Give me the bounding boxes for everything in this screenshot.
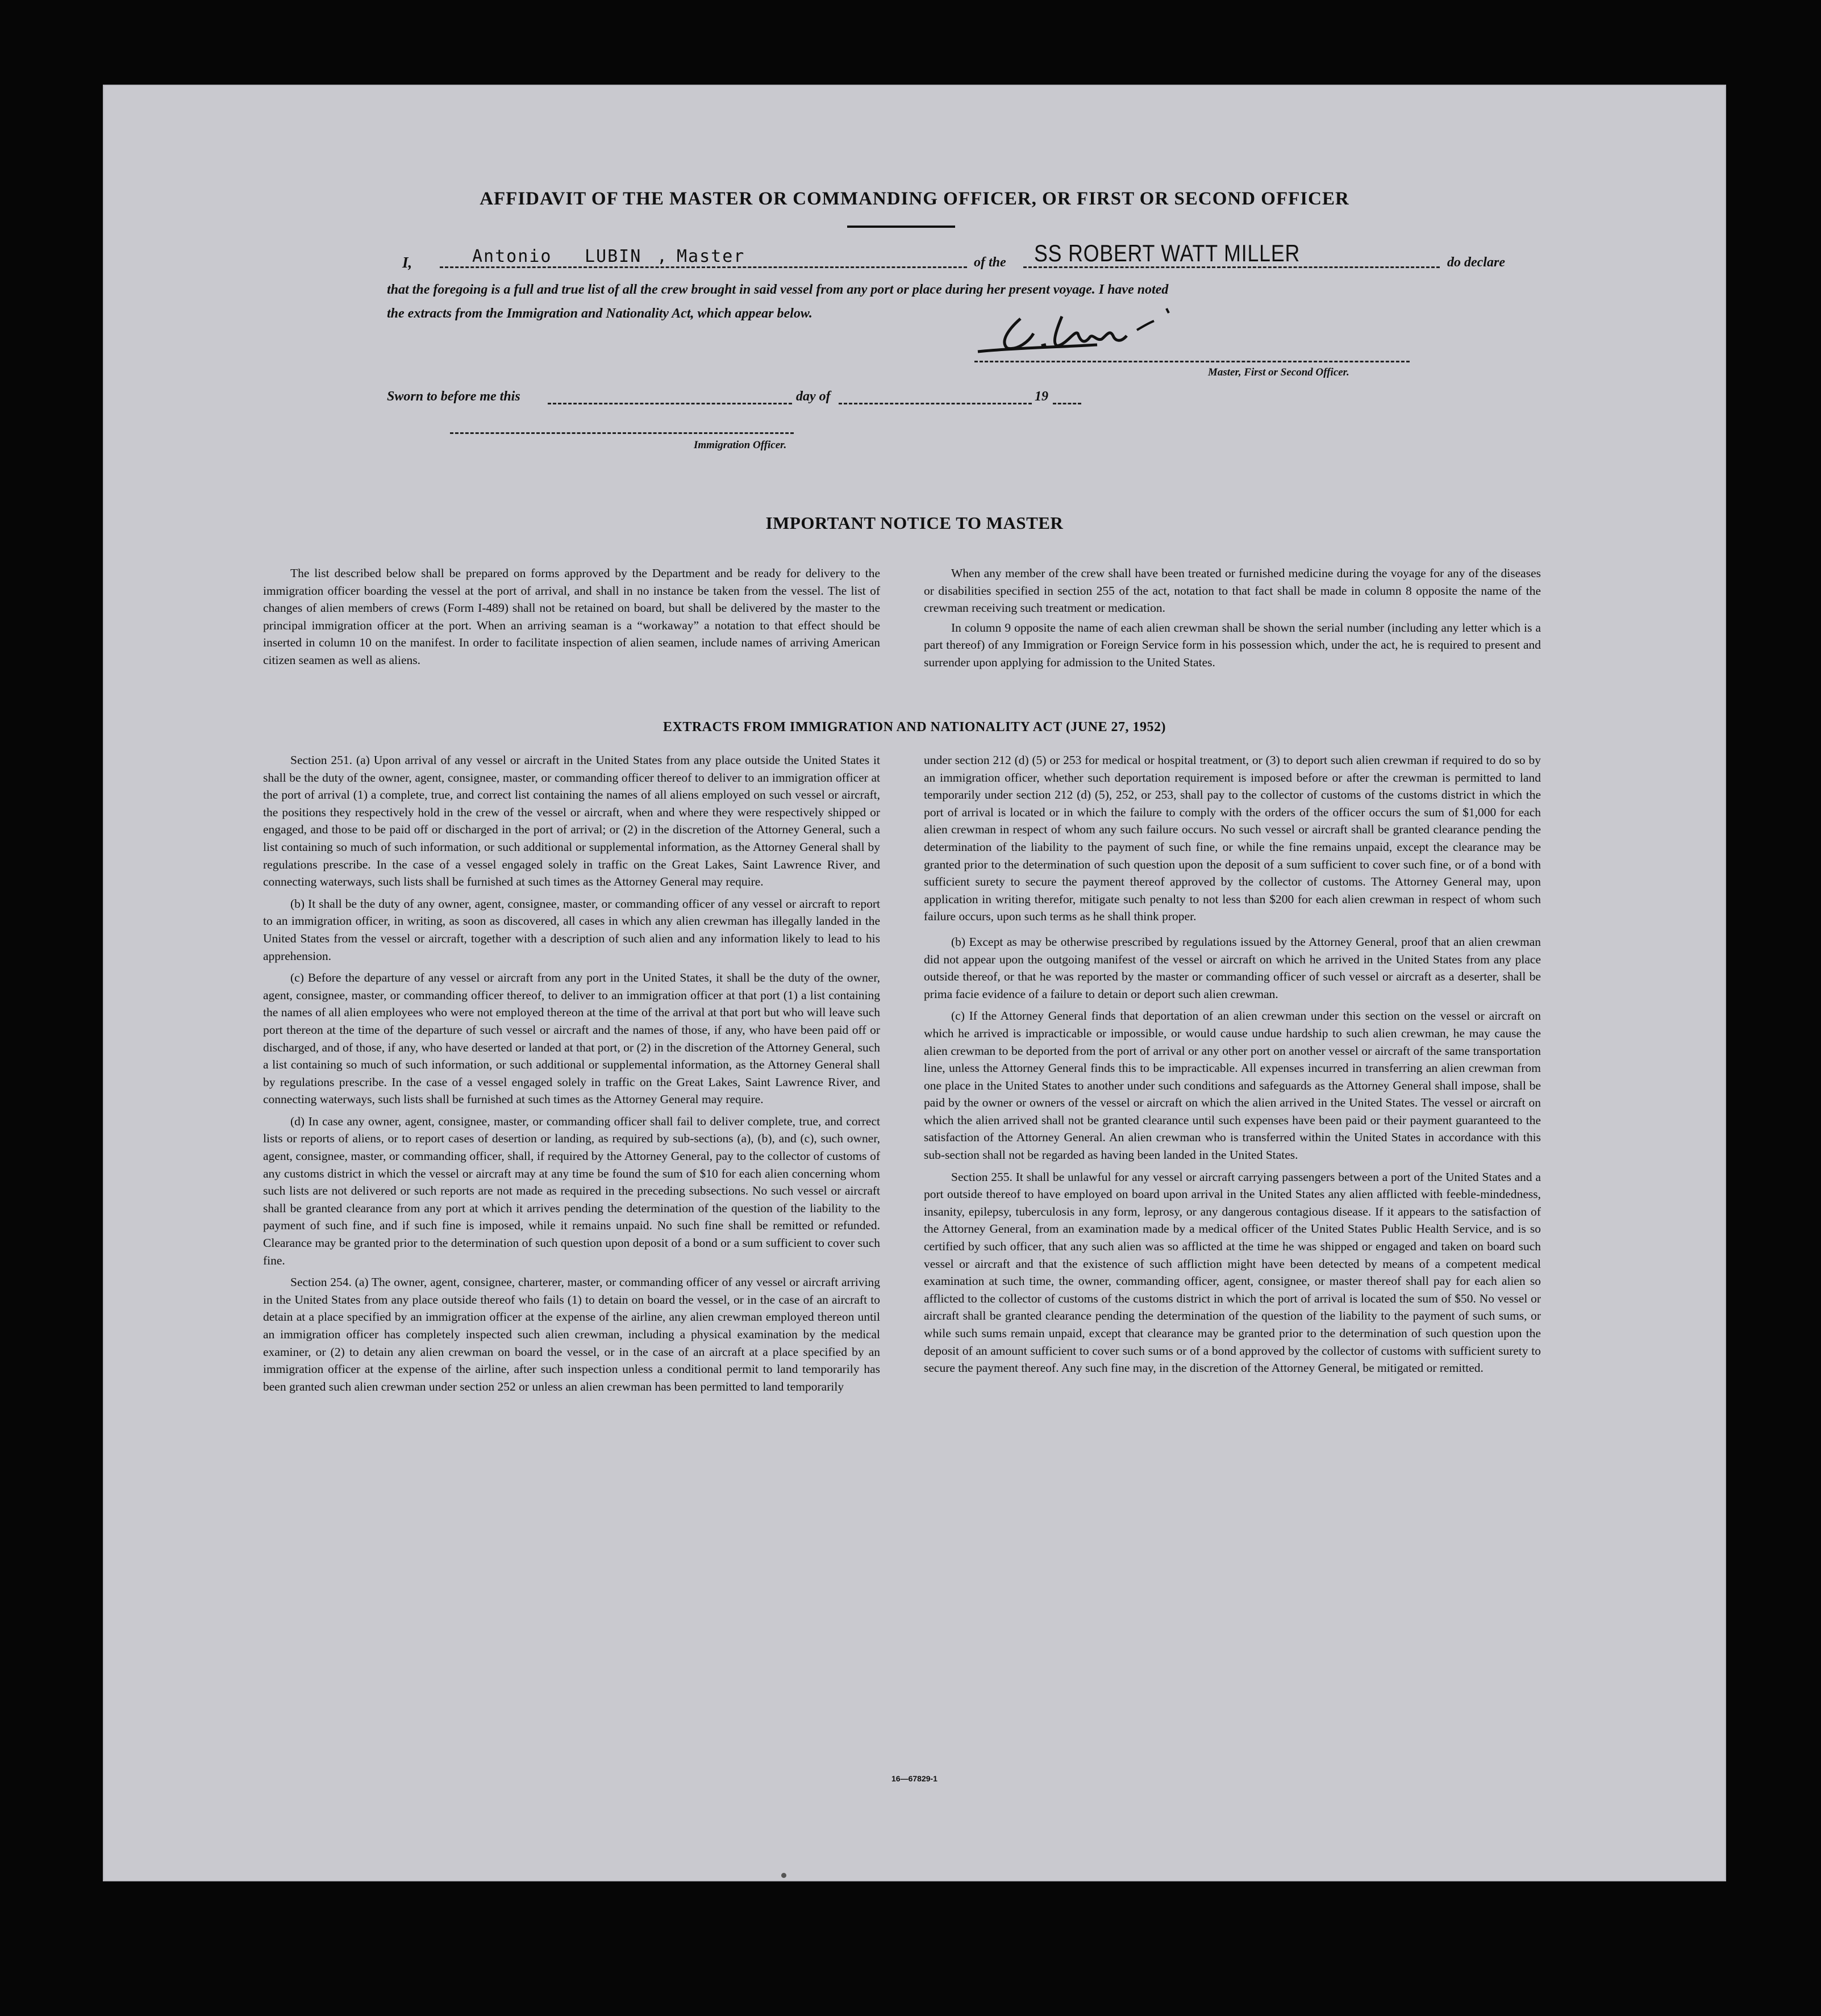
extracts-right-column: [924, 752, 1541, 1381]
signature-caption: Master, First or Second Officer.: [1208, 366, 1349, 378]
of-the-label: of the: [974, 255, 1006, 270]
extracts-title: EXTRACTS FROM IMMIGRATION AND NATIONALITY ACT (JUNE 27, 1952): [663, 720, 1166, 734]
notice-right-column: [924, 565, 1541, 676]
notice-paragraph: When any member of the crew shall have been treated or furnished medicine during the voyage for any of the diseases or disabilities specified in section 255 of the act, notation to that fact shall be made in column 8 opposite the name of the crewman receiving such treatment or medication.: [924, 566, 1541, 615]
notice-paragraph: In column 9 opposite the name of each alien crewman shall be shown the serial number (including any letter which is a part thereof) of any Immigration or Foreign Service form in his possession which, under the act, he is required to present and surrender upon applying for admission to the United States.: [924, 620, 1541, 669]
sworn-month-underline: [839, 403, 1032, 404]
year-prefix: 19: [1035, 389, 1048, 404]
name-field-underline: [440, 266, 967, 268]
master-signature: [966, 296, 1194, 364]
day-of-label: day of: [796, 389, 831, 404]
sworn-label: Sworn to before me this: [387, 389, 520, 404]
section-251a: Section 251. (a) Upon arrival of any vessel or aircraft in the United States from any place outside the United States it shall be the duty of the owner, agent, consignee, master, or commanding officer thereof to deliver to an immigration officer at the port of arrival (1) a complete, true, and correct list containing the names of all aliens employed on such vessel or aircraft, the positions they respectively hold in the crew of the vessel or aircraft, when and where they were respectively shipped or engaged, and those to be paid off or discharged in the port of arrival; or (2) in the discretion of the Attorney General, such a list containing so much of such information, or such additional or supplemental information, as the Attorney General shall by regulations prescribe. In the case of a vessel engaged solely in traffic on the Great Lakes, Saint Lawrence River, and connecting waterways, such lists shall be furnished at such times as the Attorney General may require.: [263, 753, 880, 889]
signature-line: [974, 361, 1410, 362]
immigration-officer-line: [450, 432, 794, 434]
name-comma: ,: [657, 247, 669, 266]
master-rank: Master: [677, 247, 745, 266]
vessel-name: SS ROBERT WATT MILLER: [1034, 240, 1301, 266]
section-251b: (b) It shall be the duty of any owner, agent, consignee, master, or commanding officer of any vessel or aircraft to report to an immigration officer, in writing, as soon as discovered, all cases in which any alien crewman has illegally landed in the United States from the vessel or aircraft, together with a description of such alien and any information likely to lead to his apprehension.: [263, 896, 880, 963]
section-255: Section 255. It shall be unlawful for any vessel or aircraft carrying passengers between a port of the United States and a port outside thereof to have employed on board upon arrival in the United States any alien afflicted with feeble-mindedness, insanity, epilepsy, tuberculosis in any form, leprosy, or any dangerous contagious disease. If it appears to the satisfaction of the Attorney General, from an examination made by a medical officer of the United States Public Health Service, and is so certified by such officer, that any such alien was so afflicted at the time he was shipped or engaged and taken on board such vessel or aircraft and that the existence of such affliction might have been detected by means of a competent medical examination at such time, the owner, commanding officer, agent, consignee, or master thereof shall pay for each alien so afflicted to the collector of customs of the customs district in which the port of arrival is located the sum of $50. No vessel or aircraft shall be granted clearance pending the determination of the question of the liability to the payment of such sums, or while such sums remain unpaid, except that clearance may be granted prior to the determination of such question upon the deposit of an amount sufficient to cover such sums or of a bond approved by the collector of customs with sufficient surety to secure the payment thereof. Any such fine may, in the discretion of the Attorney General, be mitigated or remitted.: [924, 1170, 1541, 1375]
master-surname: LUBIN: [585, 247, 642, 266]
year-underline: [1053, 403, 1081, 404]
notice-paragraph: The list described below shall be prepared on forms approved by the Department and be ready for delivery to the immigration officer boarding the vessel at the port of arrival, and shall in no instance be taken from the vessel. The list of changes of alien members of crews (Form I-489) shall not be retained on board, but shall be delivered by the master to the principal immigration officer at the port. When an arriving seaman is a “workaway” a notation to that effect should be inserted in column 10 on the manifest. In order to facilitate inspection of alien seamen, include names of arriving American citizen seamen as well as aliens.: [263, 566, 880, 667]
section-254a: Section 254. (a) The owner, agent, consignee, charterer, master, or commanding officer of any vessel or aircraft arriving in the United States from any place outside thereof who fails (1) to detain on board the vessel, or in the case of an aircraft to detain at a place specified by an immigration officer at the expense of the airline, any alien crewman employed thereon until an immigration officer has completely inspected such alien crewman, including a physical examination by the medical examiner, or (2) to detain any alien crewman on board the vessel, or in the case of an aircraft at a place specified by an immigration officer at the expense of the airline, after such inspection unless a conditional permit to land temporarily has been granted such alien crewman under section 252 or unless an alien crewman has been permitted to land temporarily: [263, 1275, 880, 1393]
paper-mark: [781, 1873, 786, 1878]
declaration-line: the extracts from the Immigration and Nationality Act, which appear below.: [387, 306, 812, 321]
sworn-day-underline: [548, 403, 792, 404]
extracts-left-column: [263, 752, 880, 1400]
declaration-line: that the foregoing is a full and true list of all the crew brought in said vessel from any port or place during her present voyage. I have noted: [387, 282, 1169, 297]
affidavit-title: AFFIDAVIT OF THE MASTER OR COMMANDING OFFICER, OR FIRST OR SECOND OFFICER: [480, 189, 1349, 209]
immigration-officer-caption: Immigration Officer.: [694, 439, 787, 451]
form-number: 16—67829-1: [891, 1774, 937, 1783]
section-251d: (d) In case any owner, agent, consignee, master, or commanding officer shall fail to deliver complete, true, and correct lists or reports of aliens, or to report cases of desertion or landing, as required by sub-sections (a), (b), and (c), such owner, agent, consignee, master, or commanding officer, shall, if required by the Attorney General, pay to the collector of customs of any customs district in which the vessel or aircraft may at any time be found the sum of $10 for each alien concerning whom such lists are not delivered or such reports are not made as required in the preceding subsections. No such vessel or aircraft shall be granted clearance from any port at which it arrives pending the determination of the question of the liability to the payment of such fine, and if such fine is imposed, while it remains unpaid. No such fine shall be remitted or refunded. Clearance may be granted prior to the determination of such question upon deposit of a bond or a sum sufficient to cover such fine.: [263, 1114, 880, 1267]
do-declare-label: do declare: [1447, 255, 1505, 270]
master-first-name: Antonio: [472, 247, 552, 266]
document-sheet: [103, 85, 1726, 1881]
notice-left-column: [263, 565, 880, 674]
section-254b: (b) Except as may be otherwise prescribed by regulations issued by the Attorney General, proof that an alien crewman did not appear upon the outgoing manifest of the vessel or aircraft on which he arrived in the United States from any place outside thereof, or that he was reported by the master or commanding officer of such vessel or aircraft as a deserter, shall be prima facie evidence of a failure to detain or deport such alien crewman.: [924, 934, 1541, 1001]
title-underline: [847, 226, 955, 228]
i-label: I,: [402, 254, 412, 271]
section-254c: (c) If the Attorney General finds that deportation of an alien crewman under this section on the vessel or aircraft on which he arrived is impracticable or impossible, or would cause undue hardship to such alien crewman, he may cause the alien crewman to be deported from the port of arrival or any other port on another vessel or aircraft of the same transportation line, unless the Attorney General finds this to be impracticable. All expenses incurred in transferring an alien crewman from one place in the United States to another under such conditions and safeguards as the Attorney General shall impose, shall be paid by the owner or owners of the vessel or aircraft on which the alien arrived in the United States. The vessel or aircraft on which the alien arrived shall not be granted clearance until such expenses have been paid or their payment guaranteed to the satisfaction of the Attorney General. An alien crewman who is transferred within the United States in accordance with this sub-section shall not be regarded as having been landed in the United States.: [924, 1009, 1541, 1162]
notice-title: IMPORTANT NOTICE TO MASTER: [765, 513, 1064, 533]
section-254a-continued: under section 212 (d) (5) or 253 for medical or hospital treatment, or (3) to deport such alien crewman if required to do so by an immigration officer, whether such deportation requirement is imposed before or after the crewman is permitted to land temporarily under section 212 (d) (5), 252, or 253, shall pay to the collector of customs of the customs district in which the port of arrival is located or in which the failure to comply with the orders of the officer occurs the sum of $1,000 for each alien crewman in respect of whom any such failure occurs. No such vessel or aircraft shall be granted clearance pending the determination of the liability to the payment of such fine, or while the fine remains unpaid, except the clearance may be granted prior to the determination of such question upon the deposit of a sum sufficient to cover such fine, or of a bond with sufficient surety to secure the payment thereof approved by the collector of customs. The Attorney General may, upon application in writing therefor, mitigate such penalty to not less than $200 for each alien crewman in respect of whom such failure occurs, upon such terms as he shall think proper.: [924, 753, 1541, 924]
section-251c: (c) Before the departure of any vessel or aircraft from any port in the United States, it shall be the duty of the owner, agent, consignee, master, or commanding officer thereof, to deliver to an immigration officer at that port (1) a list containing the names of all alien employees who were not employed thereon at the time of the arrival at that port but who will leave such port thereon at the time of the departure of such vessel or aircraft and the names of those, if any, who have been paid off or discharged, and of those, if any, who have deserted or landed at that port, or (2) in the discretion of the Attorney General, such a list containing so much of such information, or such additional or supplemental information, as the Attorney General shall by regulations prescribe. In the case of a vessel engaged solely in traffic on the Great Lakes, Saint Lawrence River, and connecting waterways, such lists shall be furnished at such times as the Attorney General may require.: [263, 971, 880, 1107]
